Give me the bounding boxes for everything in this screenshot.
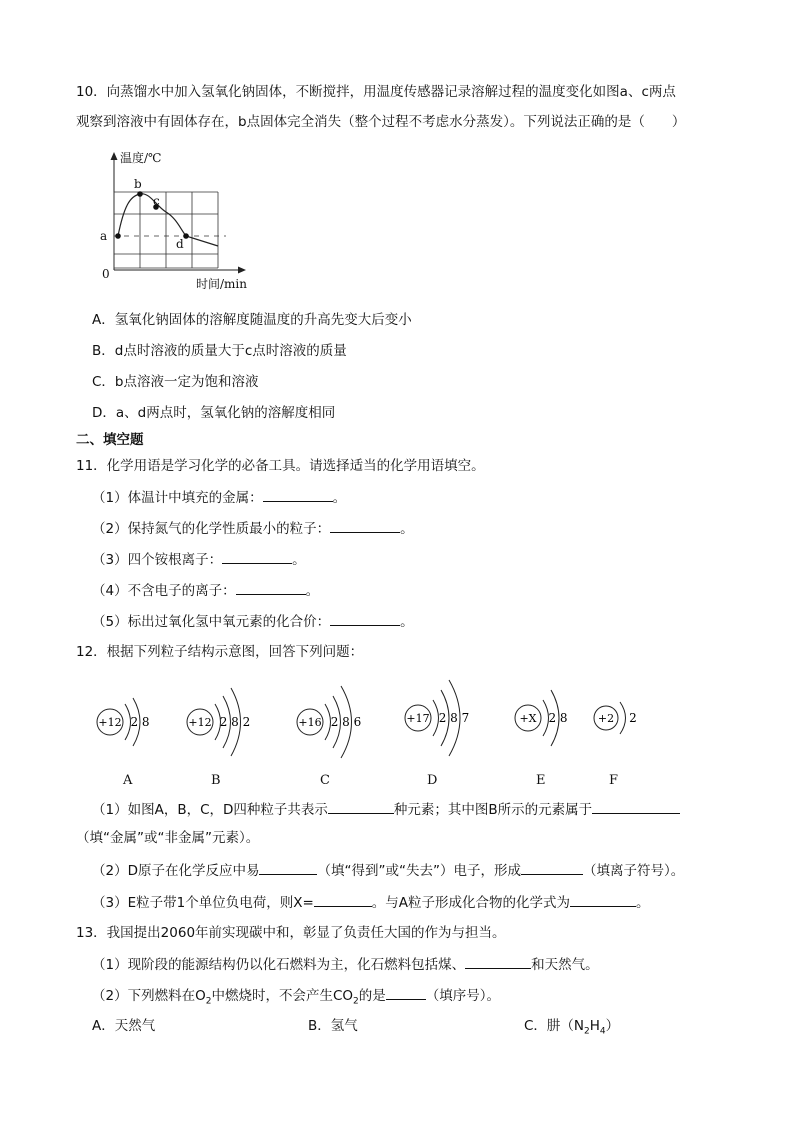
q13-stem: 13．我国提出2060年前实现碳中和，彰显了负责任大国的作为与担当。 bbox=[76, 925, 506, 941]
shells-d: 2 8 7 bbox=[438, 711, 470, 725]
y-axis-arrow bbox=[111, 152, 118, 160]
shells-a: 2 8 bbox=[130, 715, 150, 729]
q13-part-2: （2）下列燃料在$O_2$中燃烧时，不会产生$CO_2$的是 （填序号）。 bbox=[92, 985, 500, 1012]
atom-diagram-c bbox=[297, 686, 361, 758]
q11-item-3: （3）四个铵根离子： 。 bbox=[92, 549, 306, 570]
answer-blank[interactable] bbox=[386, 985, 426, 1000]
label-a: a bbox=[100, 229, 108, 243]
q10-line2: 观察到溶液中有固体存在，b点固体完全消失（整个过程不考虑水分蒸发）。下列说法正确的是（ ） bbox=[76, 114, 686, 130]
q12-stem: 12．根据下列粒子结构示意图，回答下列问题： bbox=[76, 644, 364, 660]
q11-stem: 11．化学用语是学习化学的必备工具。请选择适当的化学用语填空。 bbox=[76, 458, 485, 474]
q13-option-a: A．天然气 bbox=[92, 1018, 156, 1034]
atom-diagram-b bbox=[187, 688, 250, 756]
x-axis-arrow bbox=[238, 267, 246, 274]
q10-line1 bbox=[76, 82, 676, 102]
q12-part-1-cont: （填“金属”或“非金属”元素）。 bbox=[76, 830, 260, 846]
point-d bbox=[183, 233, 189, 239]
temperature-chart bbox=[96, 148, 256, 298]
q11-item-1: （1）体温计中填充的金属： 。 bbox=[92, 487, 346, 508]
q12-part-2: （2）D原子在化学反应中易 （填“得到”或“失去”）电子，形成 （填离子符号）。 bbox=[92, 860, 684, 881]
answer-blank[interactable] bbox=[330, 518, 400, 533]
point-b bbox=[137, 191, 143, 197]
section-title: 二、填空题 bbox=[76, 432, 144, 448]
label-b: b bbox=[134, 177, 142, 191]
label-d: d bbox=[176, 237, 184, 251]
answer-blank[interactable] bbox=[236, 580, 306, 595]
label-c: c bbox=[153, 194, 160, 208]
nucleus-a: +12 bbox=[98, 716, 122, 729]
atom-label-a: A bbox=[123, 773, 133, 788]
q13-part-1: （1）现阶段的能源结构仍以化石燃料为主，化石燃料包括煤、 和天然气。 bbox=[92, 954, 599, 975]
q10-option-c: C．b点溶液一定为饱和溶液 bbox=[92, 374, 259, 390]
nucleus-e: +X bbox=[519, 712, 537, 725]
q10-text-1: 10．向蒸馏水中加入氢氧化钠固体，不断搅拌，用温度传感器记录溶解过程的温度变化如图a、c两点 bbox=[76, 84, 676, 100]
y-axis-label: 温度/℃ bbox=[120, 151, 162, 165]
q11-item-4: （4）不含电子的离子： 。 bbox=[92, 580, 319, 601]
q12-part-3: （3）E粒子带1个单位负电荷，则X= 。与A粒子形成化合物的化学式为 。 bbox=[92, 892, 650, 913]
answer-blank[interactable] bbox=[222, 549, 292, 564]
q11-item-5: （5）标出过氧化氢中氧元素的化合价： 。 bbox=[92, 611, 414, 632]
q11-item-2: （2）保持氮气的化学性质最小的粒子： 。 bbox=[92, 518, 414, 539]
shells-f: 2 bbox=[629, 711, 637, 725]
x-axis-label: 时间/min bbox=[196, 277, 247, 291]
q13-option-b: B．氢气 bbox=[308, 1018, 358, 1034]
answer-blank[interactable] bbox=[465, 954, 531, 969]
q13-option-c: C．肼$(N_2H_4)$ bbox=[524, 1018, 620, 1037]
point-a bbox=[115, 233, 121, 239]
answer-blank[interactable] bbox=[263, 487, 333, 502]
answer-blank[interactable] bbox=[328, 799, 394, 814]
answer-blank[interactable] bbox=[521, 860, 583, 875]
answer-blank[interactable] bbox=[259, 860, 317, 875]
answer-blank[interactable] bbox=[314, 892, 372, 907]
nucleus-b: +12 bbox=[188, 716, 212, 729]
answer-blank[interactable] bbox=[592, 799, 680, 814]
particle-diagrams bbox=[80, 674, 760, 770]
nucleus-c: +16 bbox=[298, 716, 322, 729]
chart-grid bbox=[114, 192, 218, 268]
origin-label: 0 bbox=[102, 267, 110, 281]
q10-option-b: B．d点时溶液的质量大于c点时溶液的质量 bbox=[92, 343, 347, 359]
atom-label-c: C bbox=[320, 773, 330, 788]
atom-label-e: E bbox=[536, 773, 546, 788]
temperature-curve bbox=[118, 194, 218, 246]
shells-e: 2 8 bbox=[548, 711, 568, 725]
atom-label-b: B bbox=[211, 773, 221, 788]
q12-part-1: （1）如图A，B，C，D四种粒子共表示 种元素；其中图B所示的元素属于 bbox=[92, 799, 680, 820]
atom-label-f: F bbox=[609, 773, 619, 788]
answer-blank[interactable] bbox=[570, 892, 636, 907]
answer-blank[interactable] bbox=[330, 611, 400, 626]
atom-diagram-d bbox=[405, 680, 469, 756]
q10-option-d: D．a、d两点时，氢氧化钠的溶解度相同 bbox=[92, 405, 336, 421]
nucleus-f: +2 bbox=[597, 712, 615, 725]
shells-c: 2 8 6 bbox=[330, 715, 362, 729]
atom-diagram-a bbox=[97, 698, 150, 746]
atom-label-d: D bbox=[427, 773, 438, 788]
atom-diagram-f bbox=[594, 702, 637, 734]
atom-diagram-e bbox=[515, 690, 568, 746]
q10-option-a: A．氢氧化钠固体的溶解度随温度的升高先变大后变小 bbox=[92, 312, 412, 328]
shells-b: 2 8 2 bbox=[219, 715, 251, 729]
nucleus-d: +17 bbox=[406, 712, 430, 725]
